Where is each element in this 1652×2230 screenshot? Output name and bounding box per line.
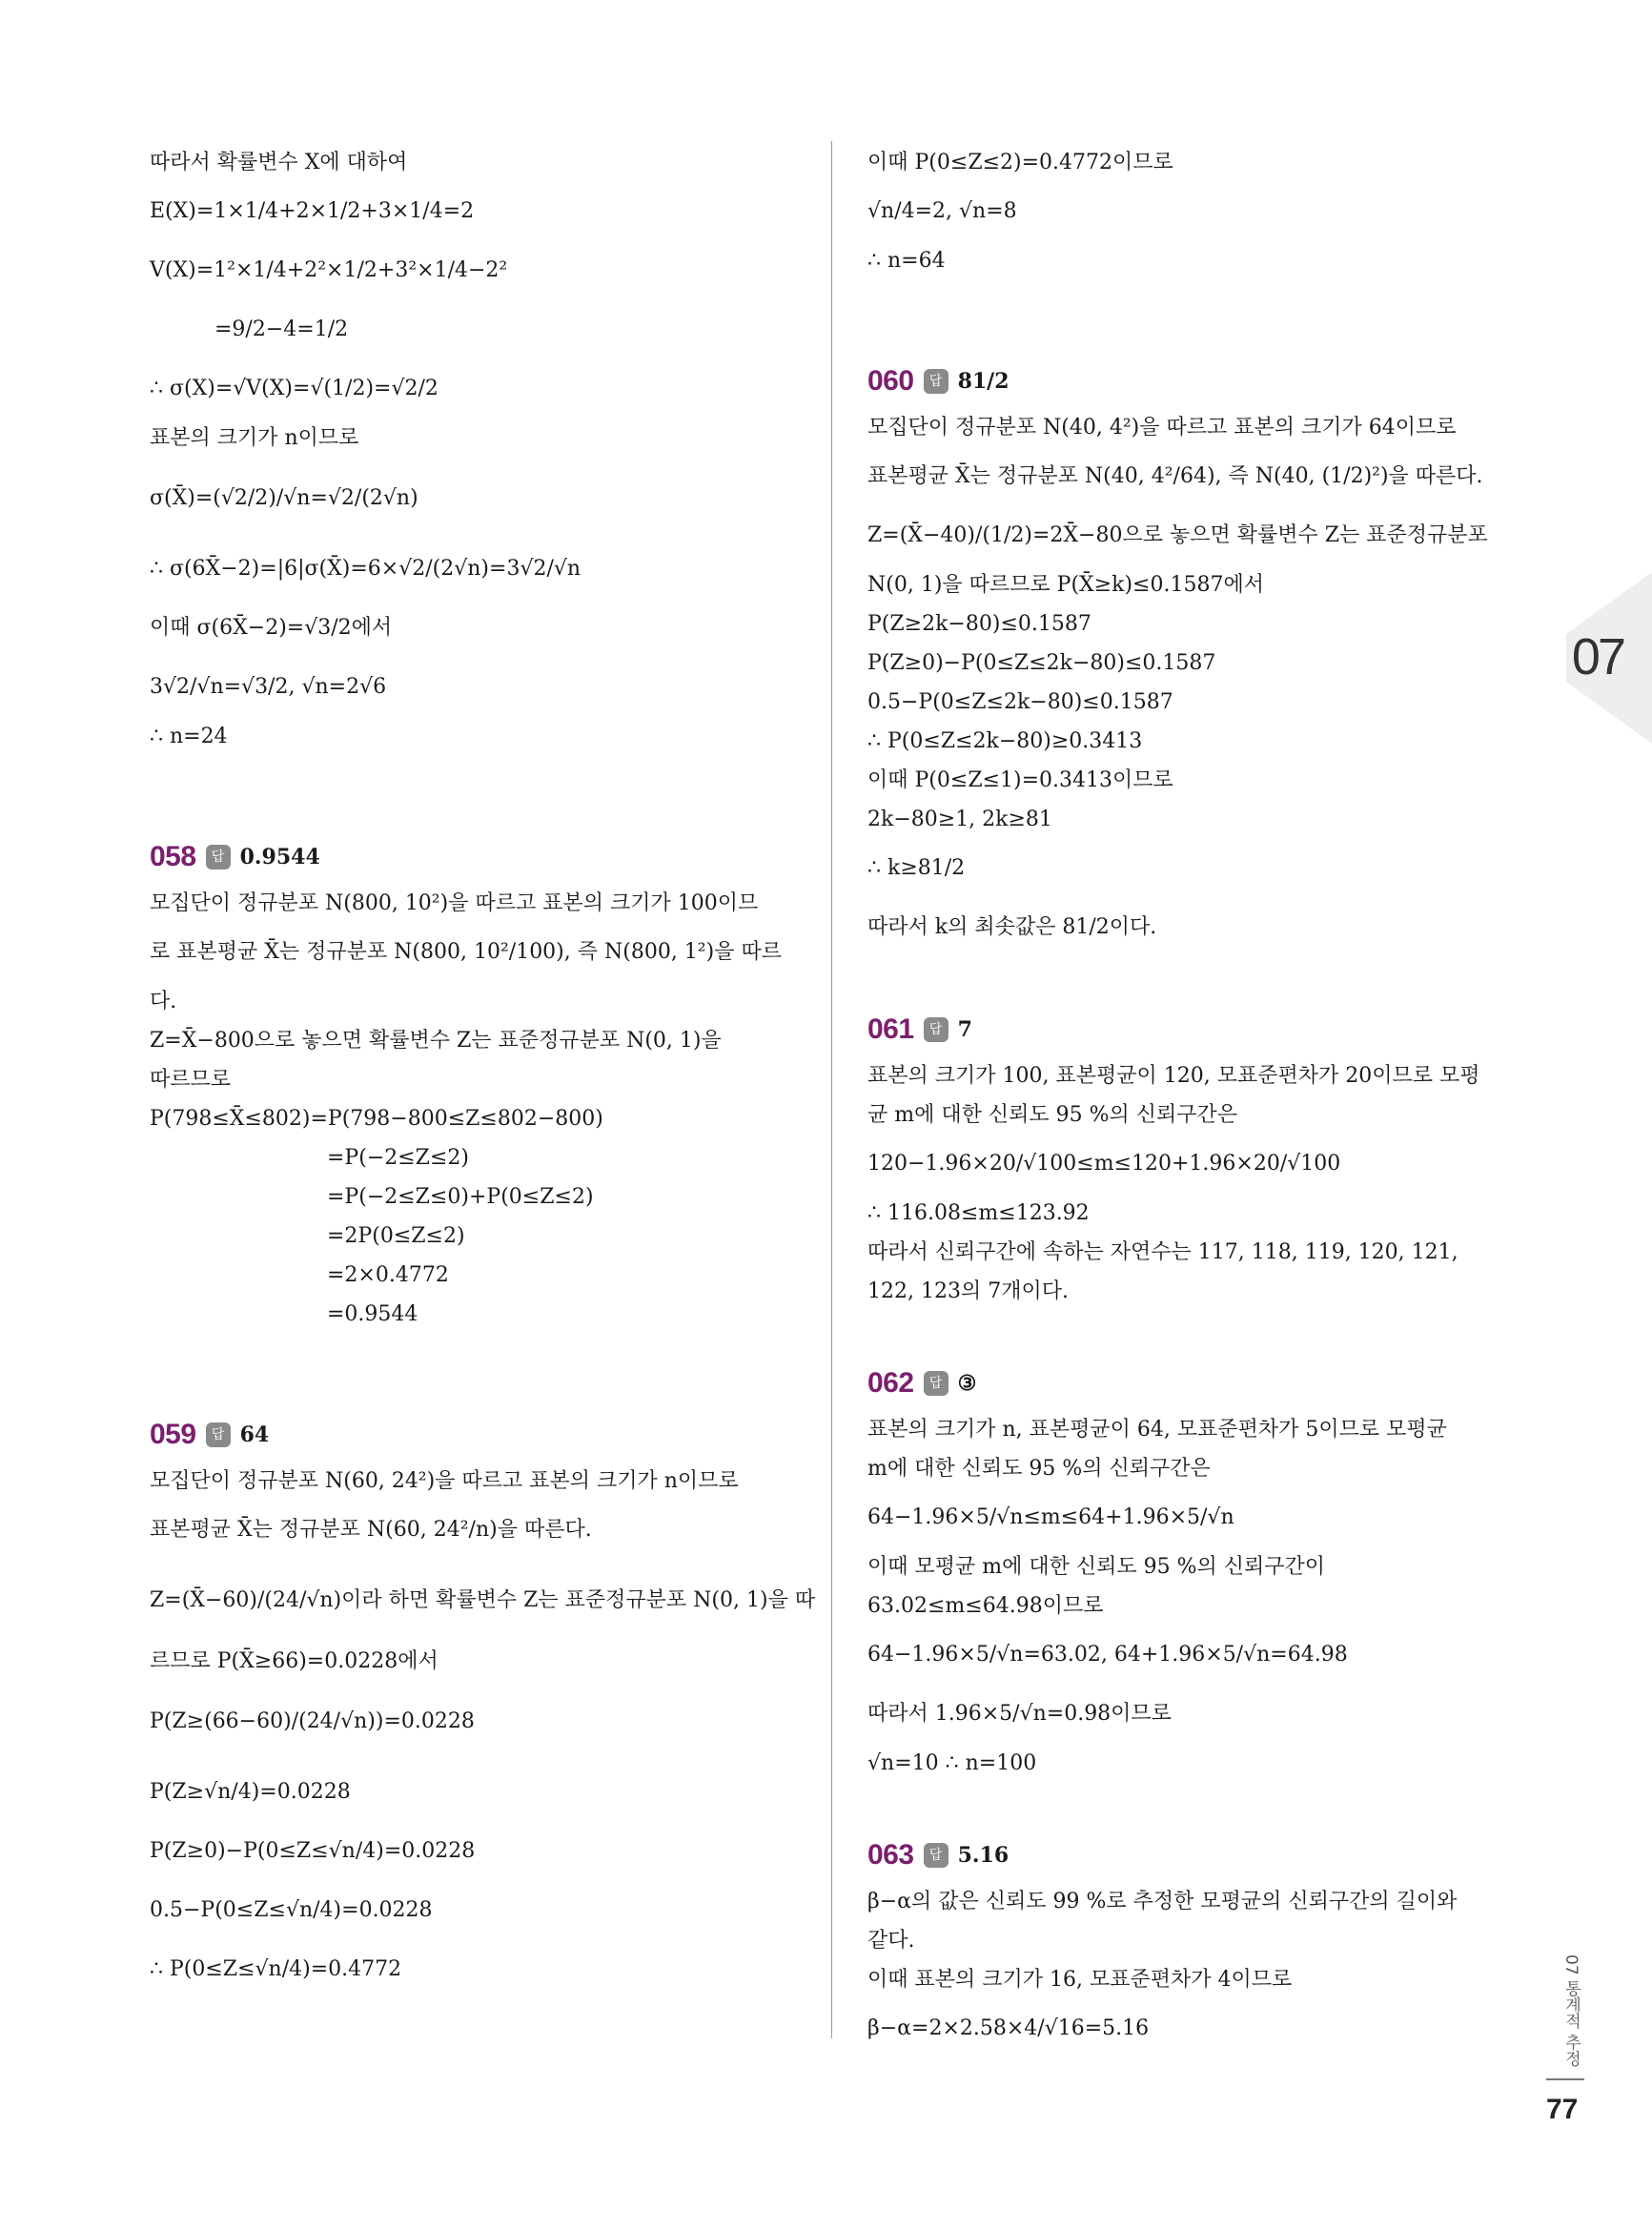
problem-header [867,1357,1535,1410]
text-line: 이때 P(0≤Z≤2)=0.4772이므로 [867,151,1173,174]
text-line: 이때 P(0≤Z≤1)=0.3413이므로 [867,768,1173,792]
answer-badge: 답 [924,1017,948,1042]
text-line: β−α의 값은 신뢰도 99 %로 추정한 모평균의 신뢰구간의 길이와 [867,1890,1458,1913]
equation-line: ∴ 116.08≤m≤123.92 [867,1201,1090,1225]
equation-line: =P(−2≤Z≤2) [327,1146,469,1170]
equation-line: 3√2/√n=√3/2, √n=2√6 [150,675,387,699]
footer-rule [1546,2078,1584,2080]
equation-line: √n/4=2, √n=8 [867,199,1017,223]
text-line: 표본의 크기가 n이므로 [150,426,359,450]
equation-line: ∴ n=24 [150,725,228,748]
text-line: 같다. [867,1929,915,1953]
problem-059 [150,1408,817,1999]
answer-value: 64 [239,1422,270,1447]
text-line: 표본의 크기가 n, 표본평균이 64, 모표준편차가 5이므로 모평균 [867,1418,1447,1442]
text-line: 로 표본평균 X̄는 정규분포 N(800, 10²/100), 즉 N(800, 1²)을 따르 [150,940,782,964]
text-line: 모집단이 정규분포 N(800, 10²)을 따르고 표본의 크기가 100이므 [150,891,759,915]
answer-value: 7 [957,1017,972,1042]
equation-line: P(Z≥√n/4)=0.0228 [150,1780,351,1804]
equation-line: √n=10 ∴ n=100 [867,1751,1037,1775]
text-line: 이때 표본의 크기가 16, 모표준편차가 4이므로 [867,1968,1293,1992]
text-line: 다. [150,990,177,1013]
text-line: Z=(X̄−40)/(1/2)=2X̄−80으로 놓으면 확률변수 Z는 표준정규분포 [867,523,1488,547]
equation-line: σ(X̄)=(√2/2)/√n=√2/(2√n) [150,486,418,510]
text-line: 표본평균 X̄는 정규분포 N(60, 24²/n)을 따른다. [150,1518,592,1542]
problem-061 [867,1003,1535,1311]
text-line: 표본의 크기가 100, 표본평균이 120, 모표준편차가 20이므로 모평 [867,1064,1480,1088]
problem-063 [867,1829,1535,2058]
text-line: 균 m에 대한 신뢰도 95 %의 신뢰구간은 [867,1103,1237,1127]
equation-line: 0.5−P(0≤Z≤√n/4)=0.0228 [150,1898,433,1922]
equation-line: E(X)=1×1/4+2×1/2+3×1/4=2 [150,199,475,223]
problem-header [867,355,1535,408]
problem-number: 063 [867,1839,914,1871]
equation-line: 120−1.96×20/√100≤m≤120+1.96×20/√100 [867,1152,1341,1176]
left-column [150,143,817,1999]
text-line: Z=X̄−800으로 놓으면 확률변수 Z는 표준정규분포 N(0, 1)을 [150,1029,722,1053]
equation-line: β−α=2×2.58×4/√16=5.16 [867,2016,1150,2040]
problem-058 [150,830,817,1334]
problem-060 [867,355,1535,957]
equation-line: 64−1.96×5/√n≤m≤64+1.96×5/√n [867,1505,1234,1529]
text-line: 따라서 확률변수 X에 대하여 [150,151,408,174]
equation-line: =0.9544 [327,1302,418,1326]
problem-header [150,1408,817,1462]
equation-line: 64−1.96×5/√n=63.02, 64+1.96×5/√n=64.98 [867,1643,1348,1667]
chapter-tab [1547,572,1652,744]
text-line: 모집단이 정규분포 N(60, 24²)을 따르고 표본의 크기가 n이므로 [150,1469,739,1493]
equation-line: ∴ n=64 [867,249,946,273]
equation-line: =2P(0≤Z≤2) [327,1224,465,1248]
text-line: 이때 σ(6X̄−2)=√3/2에서 [150,616,393,640]
answer-value: ③ [957,1371,977,1396]
equation-line: P(798≤X̄≤802)=P(798−800≤Z≤802−800) [150,1107,603,1131]
text-line: 따르므로 [150,1068,232,1092]
equation-line: 따라서 1.96×5/√n=0.98이므로 [867,1702,1172,1726]
chapter-side-label: 07 통계적 추정 [1561,1954,1581,2067]
text-line: N(0, 1)을 따르므로 P(X̄≥k)≤0.1587에서 [867,573,1264,597]
equation-line: P(Z≥0)−P(0≤Z≤√n/4)=0.0228 [150,1839,476,1863]
chapter-number: 07 [1571,628,1623,685]
equation-line: ∴ σ(X)=√V(X)=√(1/2)=√2/2 [150,377,438,400]
equation-line: 0.5−P(0≤Z≤2k−80)≤0.1587 [867,690,1173,714]
column-divider [831,141,832,2038]
problem-header [150,830,817,884]
answer-value: 0.9544 [239,845,320,869]
equation-line: P(Z≥0)−P(0≤Z≤2k−80)≤0.1587 [867,651,1216,675]
equation-line: ∴ σ(6X̄−2)=|6|σ(X̄)=6×√2/(2√n)=3√2/√n [150,557,581,581]
problem-number: 061 [867,1013,914,1045]
equation-line: =9/2−4=1/2 [214,317,349,341]
text-line: 따라서 k의 최솟값은 81/2이다. [867,915,1157,939]
problem-number: 060 [867,365,914,397]
equation-line: =2×0.4772 [327,1263,449,1287]
text-line: Z=(X̄−60)/(24/√n)이라 하면 확률변수 Z는 표준정규분포 N(0, 1)을 따 [150,1588,816,1612]
problem-number: 059 [150,1419,196,1450]
right-column [867,143,1535,2058]
answer-badge: 답 [924,1843,948,1868]
equation-line: 63.02≤m≤64.98이므로 [867,1594,1104,1618]
page-number: 77 [1546,2094,1579,2125]
answer-value: 5.16 [957,1843,1010,1868]
problem-number: 058 [150,841,196,872]
text-line: 르므로 P(X̄≥66)=0.0228에서 [150,1649,438,1673]
answer-badge: 답 [924,369,948,394]
text-line: 모집단이 정규분포 N(40, 4²)을 따르고 표본의 크기가 64이므로 [867,416,1457,440]
problem-header [867,1829,1535,1882]
answer-badge: 답 [924,1371,948,1396]
equation-line: V(X)=1²×1/4+2²×1/2+3²×1/4−2² [150,258,508,282]
equation-line: 2k−80≥1, 2k≥81 [867,808,1052,831]
text-line: 이때 모평균 m에 대한 신뢰도 95 %의 신뢰구간이 [867,1555,1325,1579]
text-line: 따라서 신뢰구간에 속하는 자연수는 117, 118, 119, 120, 121, [867,1240,1458,1264]
problem-number: 062 [867,1367,914,1399]
text-line: m에 대한 신뢰도 95 %의 신뢰구간은 [867,1457,1211,1481]
equation-line: ∴ P(0≤Z≤√n/4)=0.4772 [150,1957,402,1981]
equation-line: P(Z≥2k−80)≤0.1587 [867,612,1091,636]
equation-line: ∴ k≥81/2 [867,856,966,880]
answer-badge: 답 [206,1422,231,1447]
equation-line: ∴ P(0≤Z≤2k−80)≥0.3413 [867,729,1143,753]
equation-line: =P(−2≤Z≤0)+P(0≤Z≤2) [327,1185,594,1209]
problem-062 [867,1357,1535,1783]
answer-value: 81/2 [957,369,1010,394]
equation-line: P(Z≥(66−60)/(24/√n))=0.0228 [150,1709,475,1733]
text-line: 122, 123의 7개이다. [867,1279,1069,1303]
text-line: 표본평균 X̄는 정규분포 N(40, 4²/64), 즉 N(40, (1/2)²)을 따른다. [867,464,1483,488]
problem-header [867,1003,1535,1056]
answer-badge: 답 [206,845,231,869]
